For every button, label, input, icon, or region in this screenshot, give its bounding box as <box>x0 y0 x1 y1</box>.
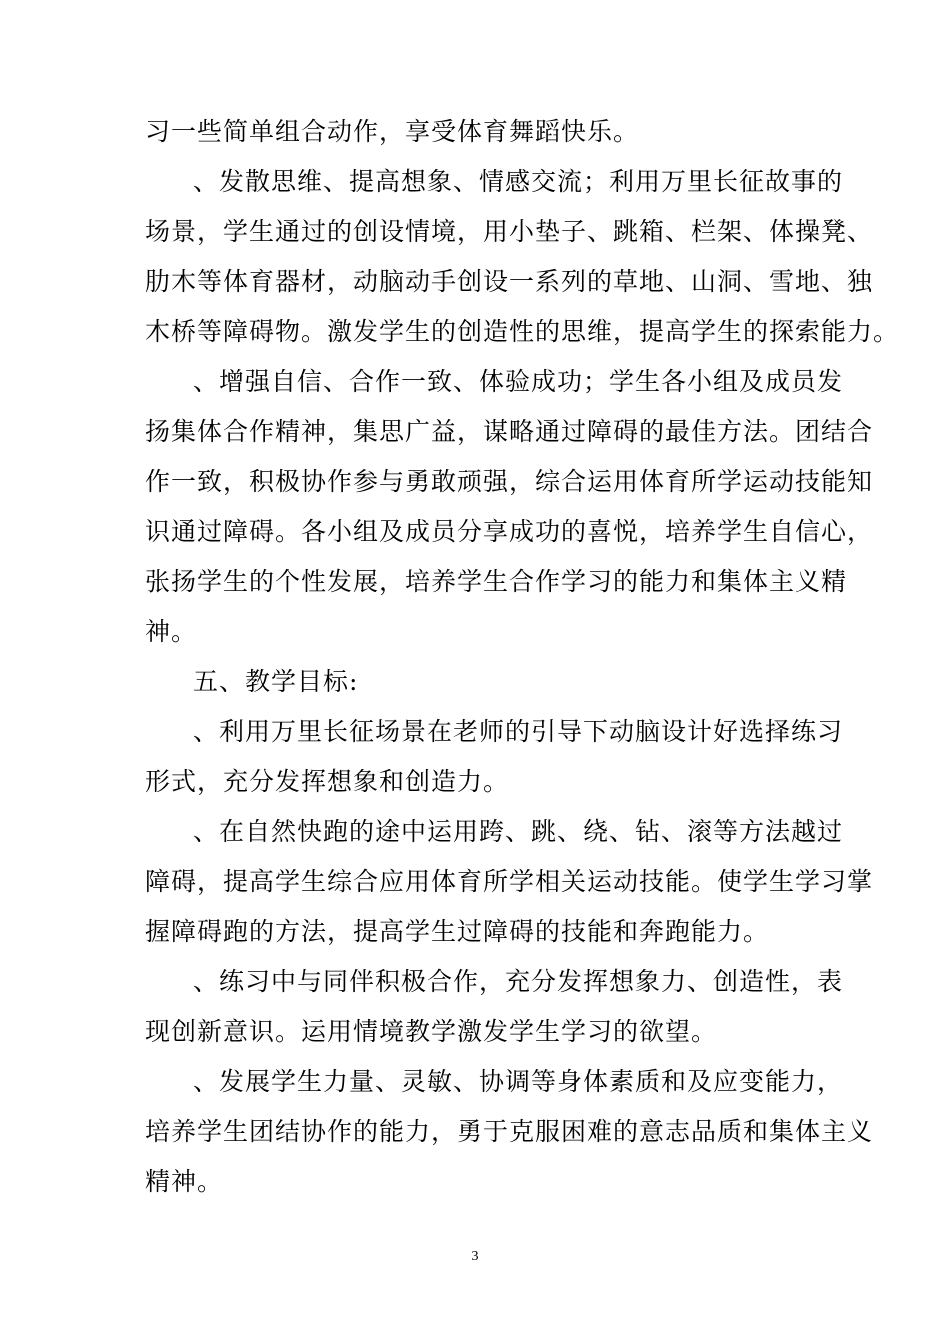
page-number: 3 <box>471 1249 479 1264</box>
text-line: 、增强自信、合作一致、体验成功；学生各小组及成员发 <box>193 367 844 396</box>
text-line: 、发散思维、提高想象、情感交流；利用万里长征故事的 <box>193 167 844 196</box>
text-line: 、发展学生力量、灵敏、协调等身体素质和及应变能力， <box>193 1067 844 1096</box>
text-line: 现创新意识。运用情境教学激发学生学习的欲望。 <box>145 1017 718 1046</box>
text-line: 、练习中与同伴积极合作，充分发挥想象力、创造性，表 <box>193 967 844 996</box>
text-line: 握障碍跑的方法，提高学生过障碍的技能和奔跑能力。 <box>145 917 770 946</box>
text-line: 习一些简单组合动作，享受体育舞蹈快乐。 <box>145 117 640 146</box>
text-line: 形式，充分发挥想象和创造力。 <box>145 767 510 796</box>
text-line: 场景，学生通过的创设情境，用小垫子、跳箱、栏架、体操凳、 <box>145 217 874 246</box>
section-heading: 五、教学目标: <box>193 667 359 696</box>
text-line: 识通过障碍。各小组及成员分享成功的喜悦，培养学生自信心， <box>145 517 874 546</box>
text-line: 木桥等障碍物。激发学生的创造性的思维，提高学生的探索能力。 <box>145 317 900 346</box>
text-line: 、在自然快跑的途中运用跨、跳、绕、钻、滚等方法越过 <box>193 817 844 846</box>
text-line: 扬集体合作精神，集思广益，谋略通过障碍的最佳方法。团结合 <box>145 417 874 446</box>
text-line: 、利用万里长征场景在老师的引导下动脑设计好选择练习 <box>193 717 844 746</box>
text-line: 精神。 <box>145 1167 224 1196</box>
text-line: 障碍，提高学生综合应用体育所学相关运动技能。使学生学习掌 <box>145 867 874 896</box>
text-line: 培养学生团结协作的能力，勇于克服困难的意志品质和集体主义 <box>145 1117 874 1146</box>
text-line: 神。 <box>145 617 198 646</box>
text-line: 作一致，积极协作参与勇敢顽强，综合运用体育所学运动技能知 <box>145 467 874 496</box>
text-line: 张扬学生的个性发展，培养学生合作学习的能力和集体主义精 <box>145 567 848 596</box>
text-line: 肋木等体育器材，动脑动手创设一系列的草地、山洞、雪地、独 <box>145 267 874 296</box>
